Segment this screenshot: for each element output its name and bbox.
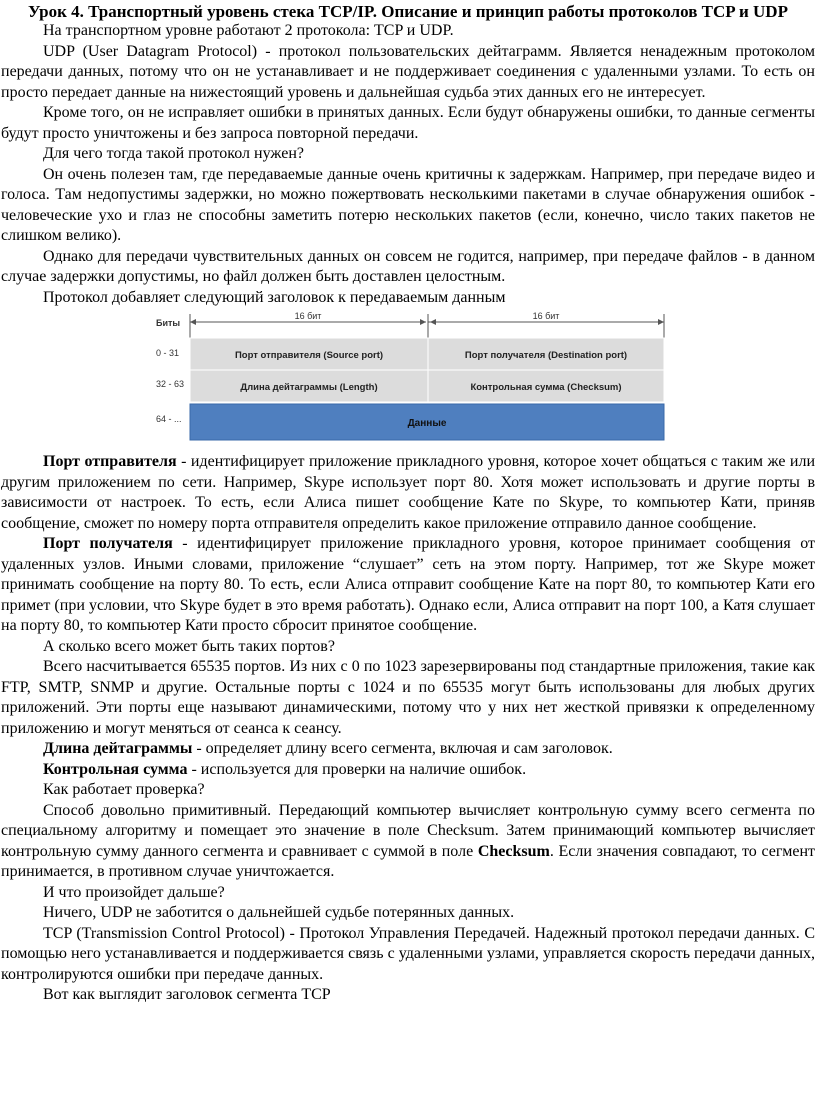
term-checksum-inline: Checksum — [477, 842, 550, 860]
width-label-left: 16 бит — [294, 311, 322, 321]
definition-text: - идентифицирует приложение прикладного уровня, которое хочет общаться с таким же или другим приложением по сети. Например, Skype использует порт 80. Хотя может использовать и другие порты в зависимости от настроек. То есть, если Алиса пишет сообщение Кате по Skype, то компьютер Кати, приняв сообщение, сможет по номеру порта отправителя определить какое приложение отправило данное сообщение. — [1, 453, 816, 532]
paragraph: TCP (Transmission Control Protocol) - Протокол Управления Передачей. Надежный протокол передачи данных. С помощью него устанавливается и поддерживается связь с удаленными узлами, управляется скорость передачи данных, контролируются ошибки при передаче данных. — [1, 924, 815, 983]
destination-port-label: Порт получателя (Destination port) — [464, 350, 628, 361]
paragraph: На транспортном уровне работают 2 протокола: TCP и UDP. — [43, 22, 454, 39]
length-label: Длина дейтаграммы (Length) — [240, 382, 378, 393]
paragraph-text: Способ довольно примитивный. Передающий компьютер вычисляет контрольную сумму всего сегмента по специальному алгоритму и помещает это значение в поле Checksum. Затем принимающий компьютер вычисляет контрольную сумму данного сегмента и сравнивает с суммой в поле — [1, 801, 815, 860]
arrowhead — [190, 319, 196, 325]
paragraph — [1, 739, 815, 760]
data-label: Данные — [407, 418, 447, 429]
paragraph — [1, 534, 815, 637]
paragraph — [1, 760, 815, 781]
paragraph: Как работает проверка? — [43, 781, 205, 798]
paragraph: Протокол добавляет следующий заголовок к передаваемым данным — [43, 288, 506, 306]
source-port-label: Порт отправителя (Source port) — [234, 350, 384, 361]
arrowhead — [658, 319, 664, 325]
definition-text: - используется для проверки на наличие ошибок. — [187, 760, 527, 778]
paragraph — [1, 801, 815, 883]
body-text — [0, 21, 815, 308]
width-label-right: 16 бит — [532, 311, 560, 321]
bits-label: Биты — [156, 318, 181, 328]
term-destination-port: Порт получателя — [43, 535, 173, 552]
row-range-label: 64 - ... — [156, 414, 182, 424]
checksum-label: Контрольная сумма (Checksum) — [470, 382, 622, 393]
row-range-label: 0 - 31 — [156, 348, 180, 358]
paragraph: Однако для передачи чувствительных данных он совсем не годится, например, при передаче файлов - в данном случае задержки допустимы, но файл должен быть доставлен целостным. — [1, 247, 815, 285]
paragraph-text: . Если значения совпадают, то сегмент принимается, в противном случае уничтожается. — [1, 842, 816, 880]
term-checksum: Контрольная сумма — [43, 760, 188, 778]
paragraph — [1, 452, 815, 534]
paragraph: Вот как выглядит заголовок сегмента TCP — [43, 986, 331, 1003]
arrowhead — [430, 319, 436, 325]
paragraph: Для чего тогда такой протокол нужен? — [43, 145, 304, 162]
definition-text: - идентифицирует приложение прикладного уровня, которое принимает сообщения от удаленных узлов. Иными словами, приложение “слушает” сеть на этом порту. Например, тот же Skype может принимать сообщение на порту 80. То есть, если Алиса отправит сообщение Кате на порт 80, то компьютер Кати его примет (при условии, что Skype будет в это время работать). Однако если, Алиса отправит на порт 100, а Катя слушает на порту 80, то компьютер Кати просто сбросит принятое сообщение. — [1, 535, 816, 634]
page-title: Урок 4. Транспортный уровень стека TCP/IP. Описание и принцип работы протоколов TCP и UDP — [28, 2, 788, 21]
udp-header-diagram — [0, 308, 816, 450]
paragraph: Он очень полезен там, где передаваемые данные очень критичны к задержкам. Например, при передаче видео и голоса. Там недопустимы задержки, но можно пожертвовать несколькими пакетами в случае обнаружения ошибок - человеческие ухо и глаз не способны заметить потерю нескольких пакетов (если, конечно, число таких пакетов не слишком велико). — [1, 165, 815, 244]
paragraph: И что произойдет дальше? — [43, 883, 225, 901]
paragraph: UDP (User Datagram Protocol) - протокол пользовательских дейтаграмм. Является ненадежным протоколом передачи данных, потому что он не устанавливает и не поддерживает соединения с удаленными узлами. То есть он просто передает данные на нижестоящий уровень и дальнейшая судьба этих данных его не интересует. — [1, 42, 815, 101]
definition-text: - определяет длину всего сегмента, включая и сам заголовок. — [192, 740, 613, 757]
row-range-label: 32 - 63 — [156, 379, 185, 389]
arrowhead — [420, 319, 426, 325]
paragraph: А сколько всего может быть таких портов? — [43, 637, 335, 655]
paragraph: Всего насчитывается 65535 портов. Из них с 0 по 1023 зарезервированы под стандартные приложения, такие как FTP, SMTP, SNMP и другие. Остальные порты с 1024 и по 65535 могут быть использованы для любых других приложений. Эти порты еще называют динамическими, потому что у них нет жесткой привязки к определенному приложению и могут меняться от сеанса к сеансу. — [1, 658, 815, 737]
term-length: Длина дейтаграммы — [43, 740, 193, 757]
paragraph: Кроме того, он не исправляет ошибки в принятых данных. Если будут обнаружены ошибки, то данные сегменты будут просто уничтожены и без запроса повторной передачи. — [1, 104, 815, 142]
body-text-continued — [0, 452, 815, 1006]
udp-header-figure — [148, 308, 668, 450]
paragraph: Ничего, UDP не заботится о дальнейшей судьбе потерянных данных. — [43, 904, 515, 921]
term-source-port: Порт отправителя — [43, 453, 177, 470]
